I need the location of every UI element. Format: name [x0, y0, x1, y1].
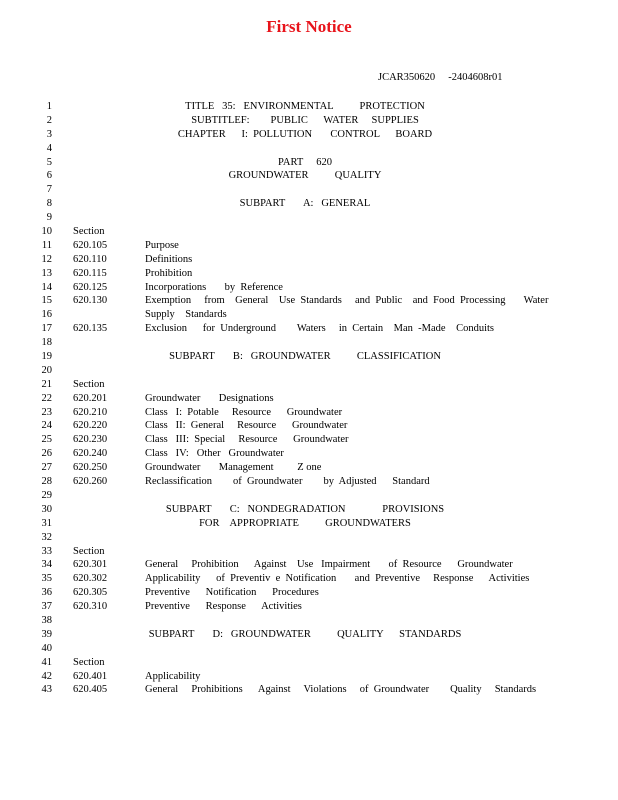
section-title: Class III: Special Resource Groundwater [145, 434, 349, 446]
document-line [0, 531, 618, 545]
document-line [0, 433, 618, 447]
document-line [0, 114, 618, 128]
section-number: 620.250 [73, 462, 108, 474]
document-line [0, 281, 618, 295]
line-number: 23 [41, 406, 52, 418]
line-number: 7 [46, 184, 52, 196]
document-line [0, 614, 618, 628]
section-title: Preventive Response Activities [145, 601, 302, 613]
line-number: 35 [41, 573, 52, 585]
line-number: 33 [41, 545, 52, 557]
section-number: 620.220 [73, 420, 108, 432]
section-title: Preventive Notification Procedures [145, 587, 319, 599]
section-number: 620.201 [73, 392, 108, 404]
document-line [0, 642, 618, 656]
document-line [0, 406, 618, 420]
section-number: 620.135 [73, 323, 108, 335]
line-number: 38 [41, 614, 52, 626]
section-number: 620.302 [73, 573, 108, 585]
line-number: 22 [41, 392, 52, 404]
document-line [0, 267, 618, 281]
document-line [0, 197, 618, 211]
document-line [0, 364, 618, 378]
section-title: Purpose [145, 239, 179, 251]
line-number: 37 [41, 601, 52, 613]
line-number: 29 [41, 489, 52, 501]
line-number: 14 [41, 281, 52, 293]
line-number: 20 [41, 364, 52, 376]
line-number: 24 [41, 420, 52, 432]
document-line [0, 100, 618, 114]
document-line [0, 461, 618, 475]
section-title: Groundwater Designations [145, 392, 274, 404]
section-title: General Prohibition Against Use Impairment of Resource Groundwater [145, 559, 513, 571]
section-header: Section [73, 378, 105, 390]
line-number: 39 [41, 628, 52, 640]
document-line [0, 378, 618, 392]
notice-title: First Notice [266, 17, 352, 36]
section-title: Applicability [145, 670, 201, 682]
line-number: 18 [41, 337, 52, 349]
document-line [0, 558, 618, 572]
line-number: 13 [41, 267, 52, 279]
document-line [0, 156, 618, 170]
document-line [0, 628, 618, 642]
line-number: 4 [46, 142, 52, 154]
document-line [0, 475, 618, 489]
line-number: 16 [41, 309, 52, 321]
section-title: Groundwater Management Z one [145, 462, 322, 474]
section-number: 620.301 [73, 559, 108, 571]
section-number: 620.210 [73, 406, 108, 418]
line-number: 10 [41, 226, 52, 238]
line-number: 6 [46, 170, 52, 182]
line-number: 11 [41, 239, 52, 251]
document-line [0, 225, 618, 239]
line-number: 40 [41, 642, 52, 654]
section-number: 620.310 [73, 601, 108, 613]
document-line [0, 683, 618, 697]
document-line [0, 239, 618, 253]
document-line [0, 419, 618, 433]
document-line [0, 586, 618, 600]
centered-heading: SUBTITLEF: PUBLIC WATER SUPPLIES [191, 114, 419, 126]
line-number: 43 [41, 684, 52, 696]
line-number: 30 [41, 503, 52, 515]
line-number: 32 [41, 531, 52, 543]
section-header: Section [73, 656, 105, 668]
line-number: 12 [41, 253, 52, 265]
line-number: 8 [46, 198, 52, 210]
document-line [0, 128, 618, 142]
document-line [0, 572, 618, 586]
section-title: Class II: General Resource Groundwater [145, 420, 348, 432]
centered-heading: SUBPART A: GENERAL [239, 198, 371, 210]
section-number: 620.130 [73, 295, 108, 307]
line-number: 9 [46, 212, 52, 224]
section-number: 620.401 [73, 670, 108, 682]
document-line [0, 308, 618, 322]
line-number: 19 [41, 351, 52, 363]
line-number: 21 [41, 378, 52, 390]
line-number: 1 [46, 101, 52, 112]
document-line [0, 253, 618, 267]
document-line [0, 294, 618, 308]
section-number: 620.230 [73, 434, 108, 446]
document-line [0, 350, 618, 364]
line-number: 5 [46, 156, 52, 168]
section-title: Supply Standards [145, 309, 227, 321]
section-title: Exclusion for Underground Waters in Certain Man -Made Conduits [145, 323, 495, 335]
section-title: Exemption from General Use Standards and Public and Food Processing Water [145, 295, 549, 307]
document-line [0, 392, 618, 406]
line-number: 28 [41, 476, 52, 488]
section-title: Reclassification of Groundwater by Adjusted Standard [145, 476, 430, 488]
section-title: Prohibition [145, 267, 193, 279]
section-number: 620.260 [73, 476, 108, 488]
section-number: 620.125 [73, 281, 108, 293]
line-number: 15 [41, 295, 52, 307]
section-number: 620.105 [73, 239, 108, 251]
document-line [0, 517, 618, 531]
section-number: 620.305 [73, 587, 108, 599]
document-line [0, 600, 618, 614]
line-number: 26 [41, 448, 52, 460]
document-line [0, 336, 618, 350]
centered-heading: GROUNDWATER QUALITY [228, 170, 382, 182]
document-line [0, 447, 618, 461]
line-number: 36 [41, 587, 52, 599]
section-title: General Prohibitions Against Violations of Groundwater Quality Standards [145, 684, 537, 696]
section-number: 620.115 [73, 267, 107, 279]
centered-heading: SUBPART C: NONDEGRADATION PROVISIONS [165, 503, 445, 515]
line-number: 31 [41, 517, 52, 529]
line-number: 42 [41, 670, 52, 682]
section-number: 620.405 [73, 684, 108, 696]
section-title: Class I: Potable Resource Groundwater [145, 406, 343, 418]
centered-heading: CHAPTER I: POLLUTION CONTROL BOARD [177, 128, 433, 140]
document-line [0, 545, 618, 559]
section-title: Definitions [145, 253, 193, 265]
centered-heading: FOR APPROPRIATE GROUNDWATERS [199, 517, 411, 529]
centered-heading: SUBPART B: GROUNDWATER CLASSIFICATION [169, 351, 441, 363]
document-line [0, 169, 618, 183]
line-number: 25 [41, 434, 52, 446]
document-line [0, 503, 618, 517]
line-number: 34 [41, 559, 52, 571]
section-number: 620.240 [73, 448, 108, 460]
document-line [0, 211, 618, 225]
line-number: 41 [41, 656, 52, 668]
section-title: Applicability of Preventiv e Notification and Preventive Response Activities [145, 573, 530, 585]
document-line [0, 183, 618, 197]
line-number: 2 [46, 114, 52, 126]
line-number: 17 [41, 323, 52, 335]
document-line [0, 489, 618, 503]
document-line [0, 142, 618, 156]
centered-heading: TITLE 35: ENVIRONMENTAL PROTECTION [185, 101, 425, 112]
centered-heading: PART 620 [278, 156, 332, 168]
section-header: Section [73, 226, 105, 238]
section-title: Incorporations by Reference [145, 281, 283, 293]
centered-heading: SUBPART D: GROUNDWATER QUALITY STANDARDS [148, 628, 462, 640]
line-number: 27 [41, 462, 52, 474]
line-number: 3 [46, 128, 52, 140]
line-listing [0, 100, 618, 697]
section-header: Section [73, 545, 105, 557]
section-title: Class IV: Other Groundwater [145, 448, 284, 460]
document-id: JCAR350620 -2404608r01 [378, 72, 503, 83]
document-line [0, 670, 618, 684]
document-line [0, 322, 618, 336]
section-number: 620.110 [73, 253, 107, 265]
document-line [0, 656, 618, 670]
